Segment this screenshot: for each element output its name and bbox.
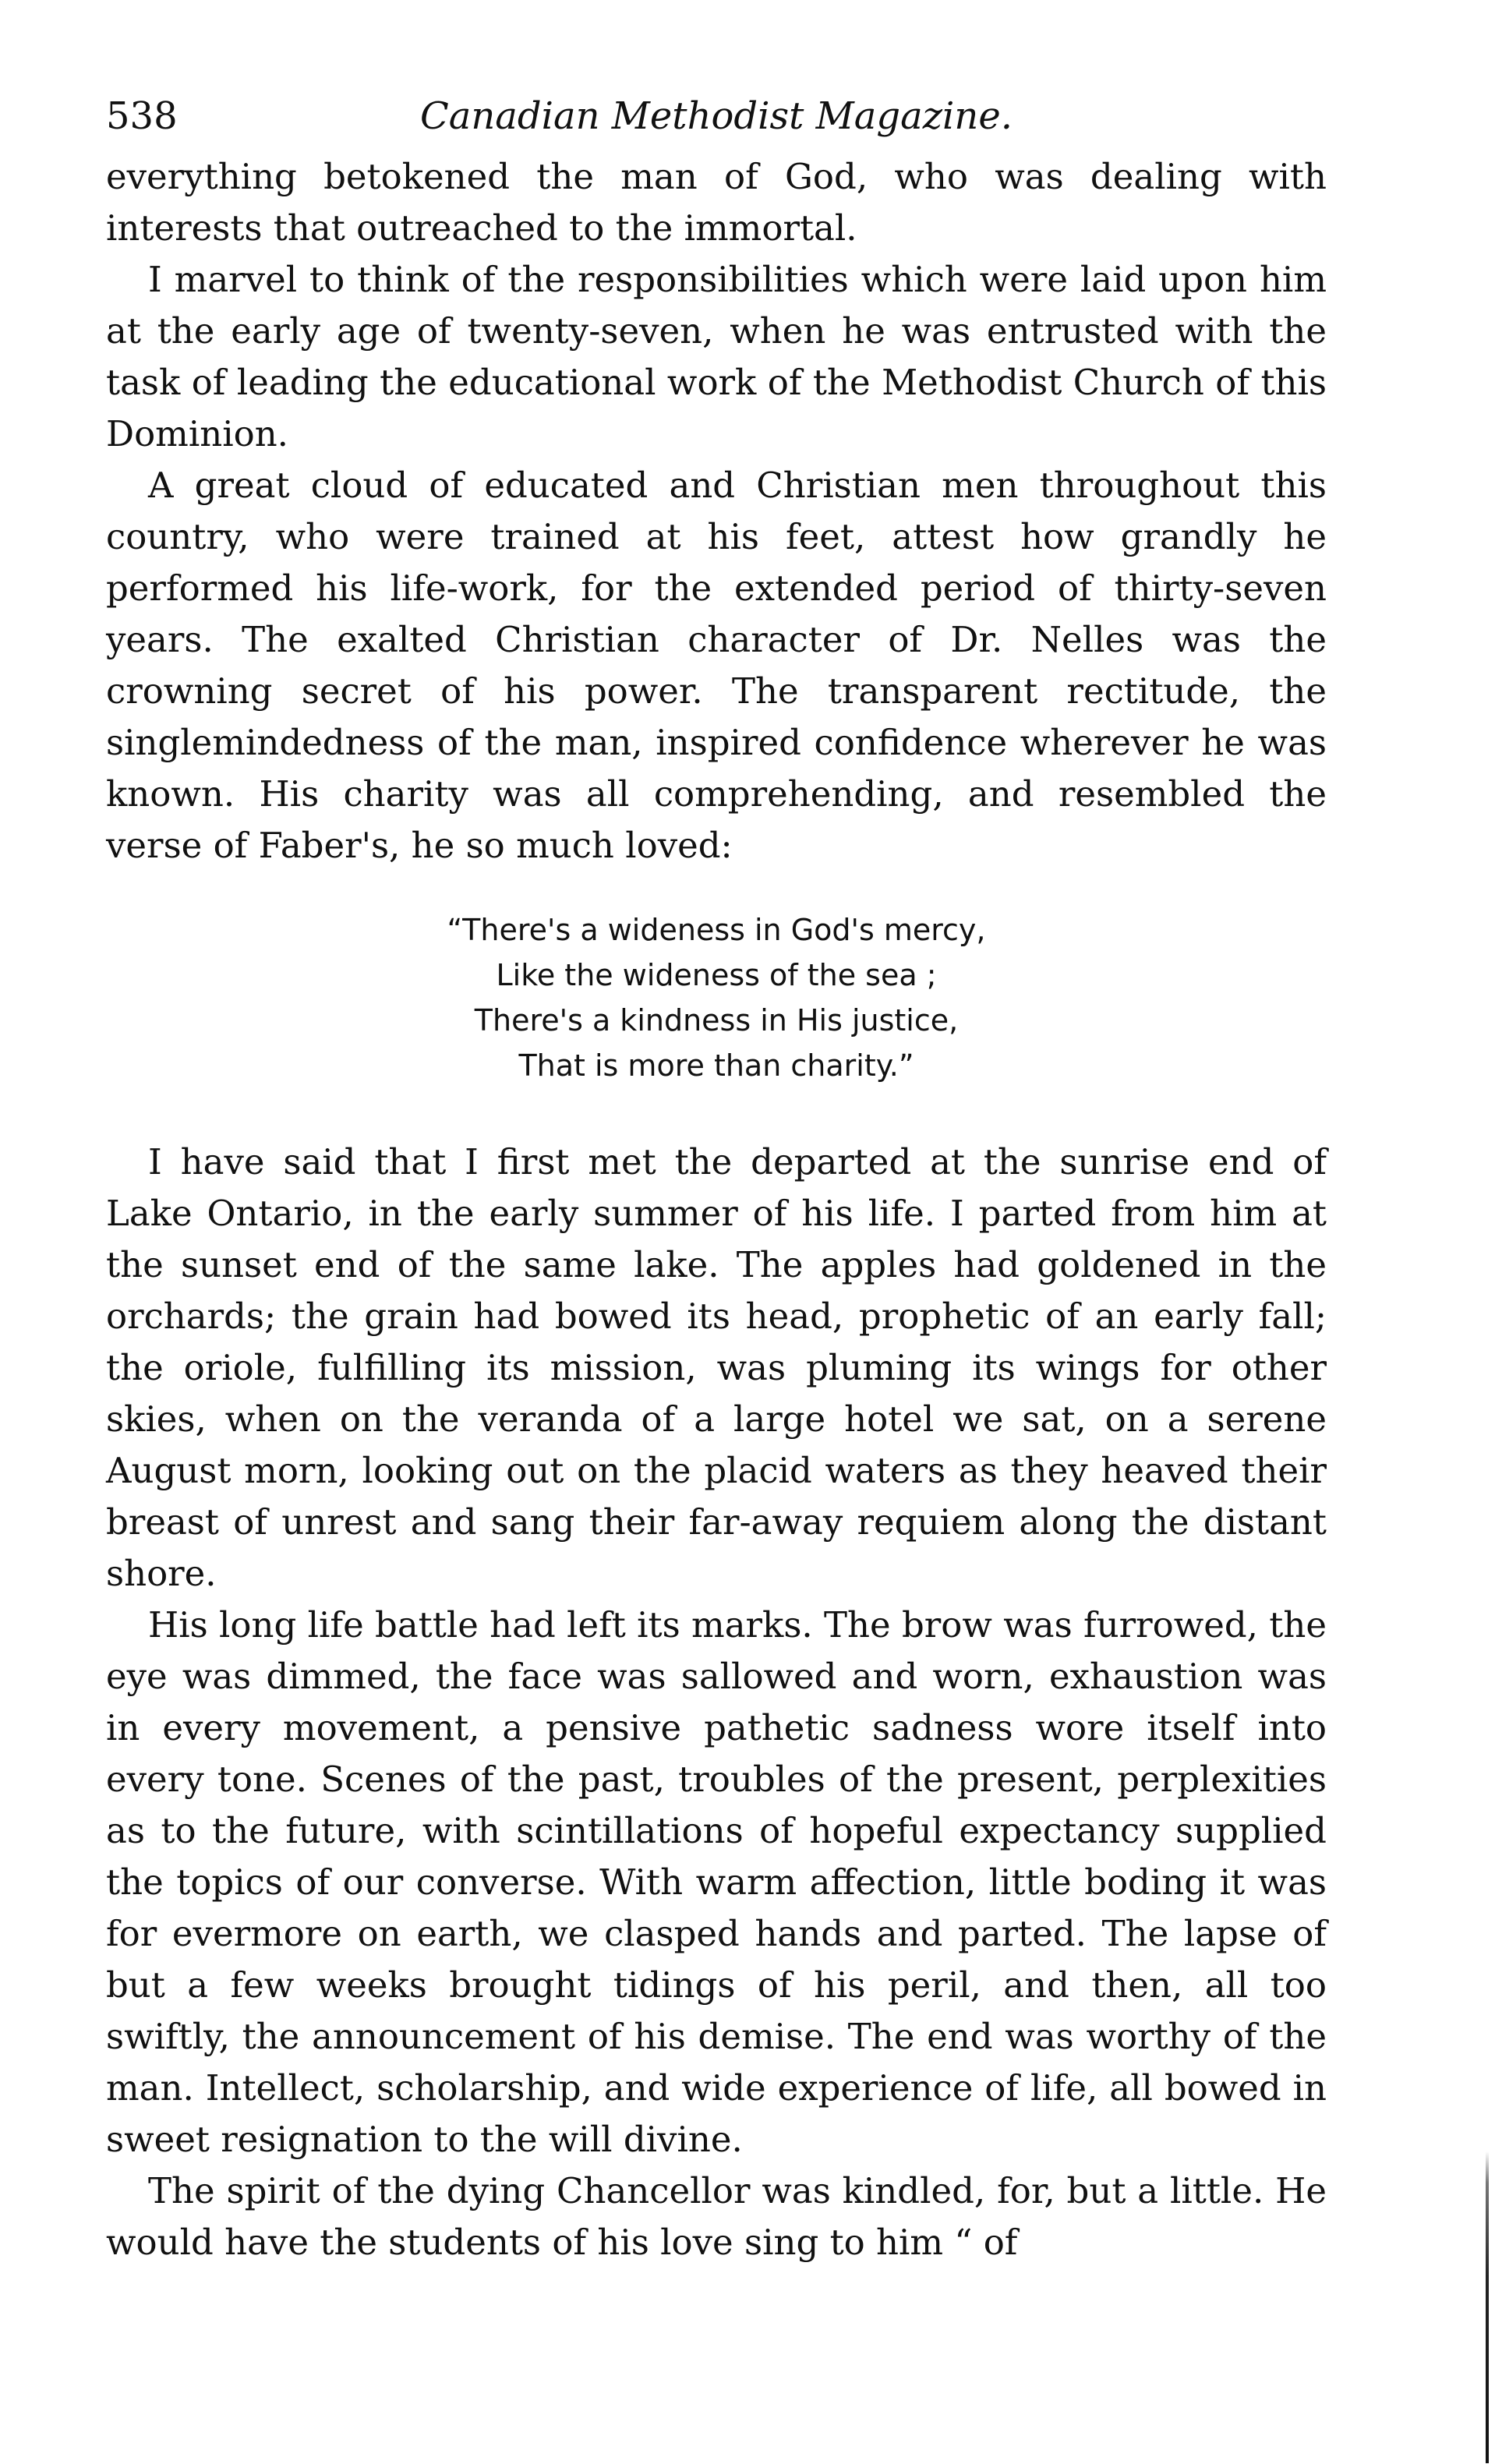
poem-line: “There's a wideness in God's mercy, [447, 913, 986, 947]
paragraph-continuation: everything betokened the man of God, who was dealing with interests that outreached to the immortal. [106, 156, 1327, 249]
document-page [106, 81, 1327, 2268]
poem-line: Like the wideness of the sea ; [496, 958, 937, 992]
poem-quote [106, 907, 1327, 1088]
paragraph-lake-ontario: I have said that I first met the departed at the sunrise end of Lake Ontario, in the early summer of his life. I parted from him at the sunset end of the same lake. The apples had goldened in the orchards; the grain had bowed its head, prophetic of an early fall; the oriole, fulfilling its mission, was pluming its wings for other skies, when on the veranda of a large hotel we sat, on a serene August morn, looking out on the placid waters as they heaved their breast of unrest and sang their far-away requiem along the distant shore. [106, 1141, 1327, 1594]
paragraph-character: A great cloud of educated and Christian men throughout this country, who were trained at his feet, attest how grandly he performed his life-work, for the extended period of thirty-seven years. The exalted Christian character of Dr. Nelles was the crowning secret of his power. The transparent rectitude, the singlemindedness of the man, inspired confidence wherever he was known. His charity was all comprehending, and resembled the verse of Faber's, he so much loved: [106, 465, 1327, 866]
paragraph-responsibilities: I marvel to think of the responsibilities which were laid upon him at the early age of twenty-seven, when he was entrusted with the task of leading the educational work of the Methodist Church of this Dominion. [106, 259, 1327, 454]
paragraph-dying-chancellor: The spirit of the dying Chancellor was kindled, for, but a little. He would have the students of his love sing to him “ of [106, 2170, 1327, 2263]
running-title: Canadian Methodist Magazine. [420, 94, 1013, 138]
page-header [106, 81, 1327, 151]
poem-line: That is more than charity.” [518, 1048, 914, 1083]
scan-edge-mark [1486, 2151, 1489, 2463]
paragraph-life-battle: His long life battle had left its marks. The brow was furrowed, the eye was dimmed, the face was sallowed and worn, exhaustion was in every movement, a pensive pathetic sadness wore itself into every tone. Scenes of the past, troubles of the present, perplexities as to the future, with scintillations of hopeful expectancy supplied the topics of our converse. With warm affection, little boding it was for evermore on earth, we clasped hands and parted. The lapse of but a few weeks brought tidings of his peril, and then, all too swiftly, the announcement of his demise. The end was worthy of the man. Intellect, scholarship, and wide experience of life, all bowed in sweet resignation to the will divine. [106, 1604, 1327, 2160]
poem-line: There's a kindness in His justice, [474, 1003, 959, 1038]
page-number: 538 [106, 94, 178, 138]
